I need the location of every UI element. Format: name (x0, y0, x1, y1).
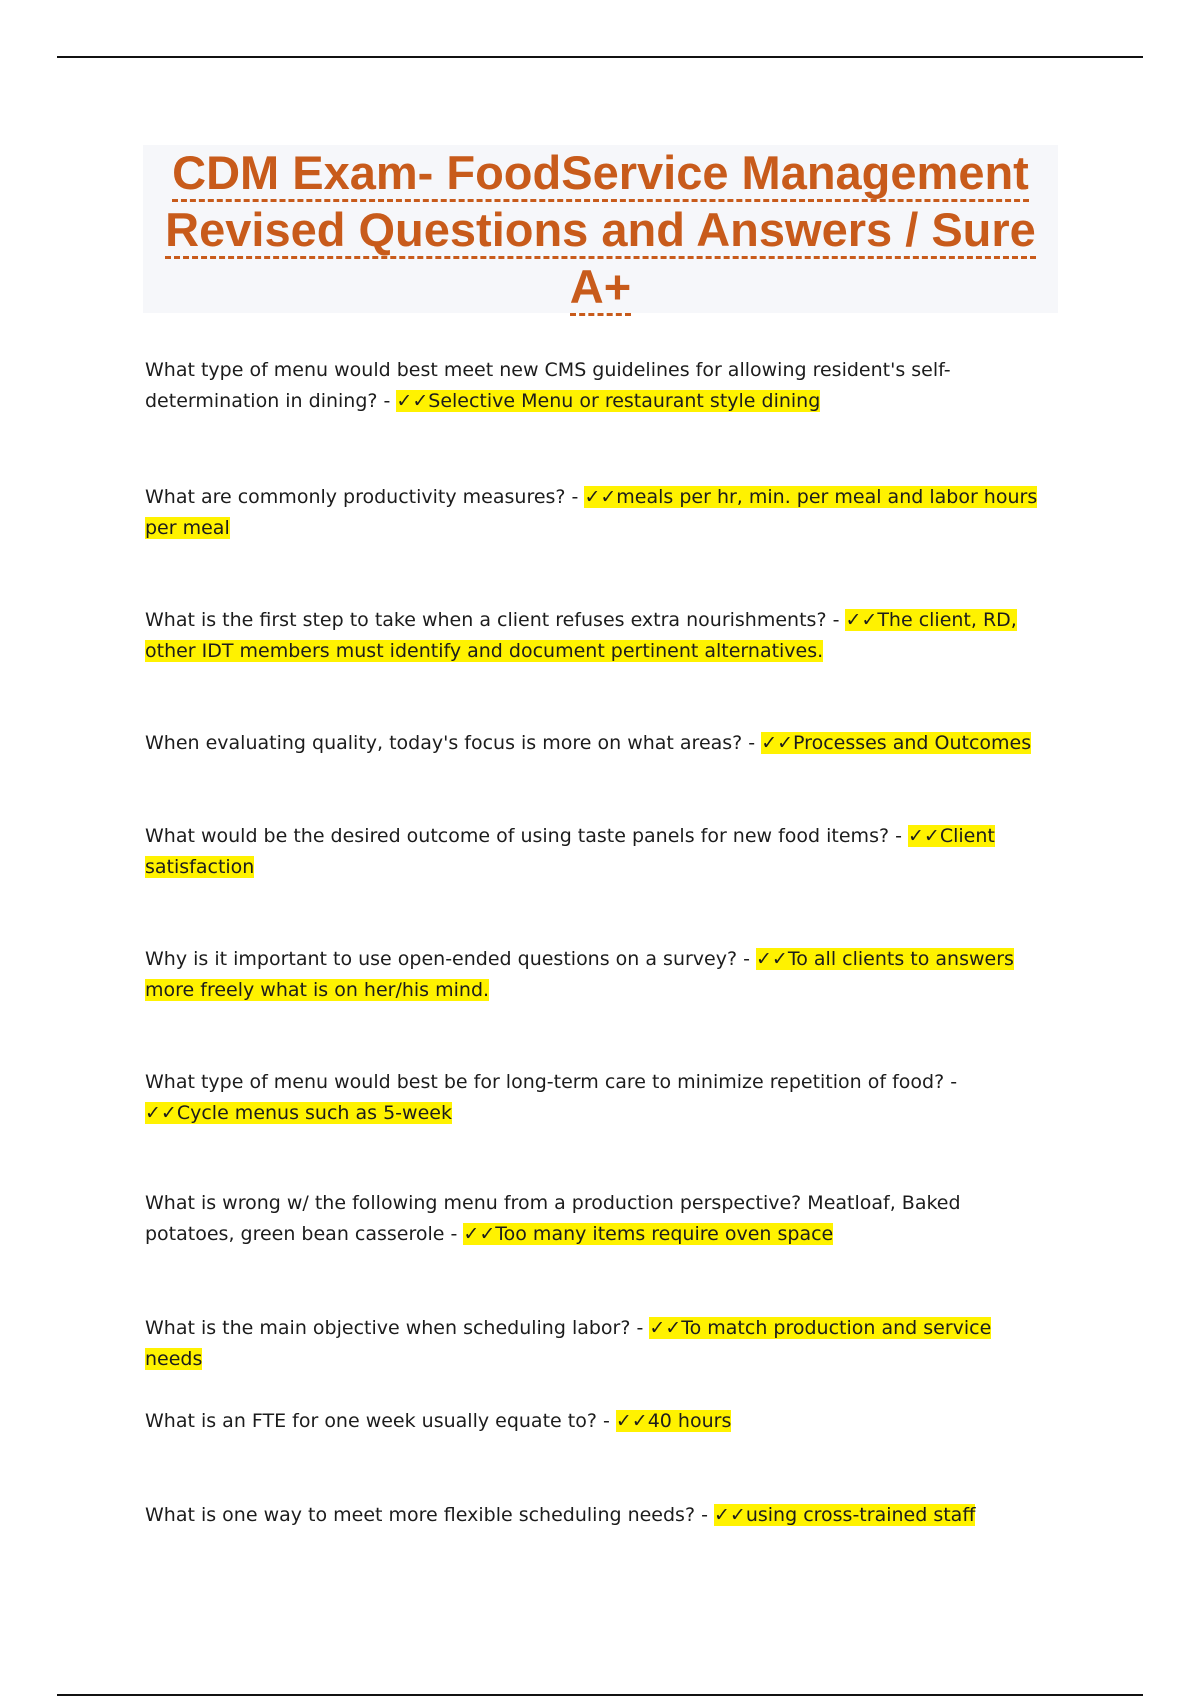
question-separator: - (742, 732, 762, 754)
title-line-2: Revised Questions and Answers / Sure (165, 203, 1036, 259)
bottom-rule (57, 1694, 1143, 1696)
qa-item-1 (145, 355, 1045, 417)
check-icon: ✓✓ (615, 1410, 648, 1432)
question-text: What type of menu would best be for long-term care to minimize repetition of food? (145, 1071, 945, 1093)
question-text: What would be the desired outcome of using taste panels for new food items? (145, 825, 890, 847)
qa-item-8 (145, 1188, 1045, 1250)
check-icon: ✓✓ (756, 948, 788, 970)
answer-text: The client, RD, other IDT members must identify and document pertinent alternatives. (145, 609, 1017, 662)
qa-item-4 (145, 728, 1045, 759)
qa-item-3 (145, 605, 1045, 667)
check-icon: ✓✓ (584, 486, 617, 508)
title-line-3: A+ (570, 260, 631, 316)
check-icon: ✓✓ (908, 825, 940, 847)
answer-text: 40 hours (647, 1410, 732, 1432)
qa-item-9 (145, 1313, 1045, 1375)
question-separator: - (630, 1317, 650, 1339)
check-icon: ✓✓ (396, 390, 429, 412)
question-separator: - (944, 1071, 958, 1093)
question-text: What is wrong w/ the following menu from a production perspective? Meatloaf, Baked potatoes, green bean casserole (145, 1192, 961, 1245)
check-icon: ✓✓ (463, 1223, 496, 1245)
qa-item-2 (145, 482, 1045, 544)
qa-item-6 (145, 944, 1045, 1006)
question-separator: - (695, 1504, 714, 1526)
answer-text: meals per hr, min. per meal and labor hours per meal (145, 486, 1038, 539)
title-line-1: CDM Exam- FoodService Management (172, 146, 1029, 202)
answer-text: Client satisfaction (145, 825, 995, 878)
question-text: What are commonly productivity measures? (145, 486, 566, 508)
question-separator: - (826, 609, 846, 631)
qa-item-11 (145, 1500, 1045, 1531)
qa-item-10 (145, 1406, 1045, 1437)
question-text: What is an FTE for one week usually equate to? (145, 1410, 597, 1432)
question-separator: - (889, 825, 908, 847)
check-icon: ✓✓ (761, 732, 794, 754)
answer-text: Selective Menu or restaurant style dining (428, 390, 821, 412)
answer-highlight (145, 1102, 452, 1124)
answer-highlight (616, 1410, 731, 1432)
question-separator: - (565, 486, 585, 508)
check-icon: ✓✓ (649, 1317, 682, 1339)
answer-highlight (761, 732, 1031, 754)
answer-text: To match production and service needs (145, 1317, 992, 1370)
question-separator: - (377, 390, 397, 412)
question-separator: - (444, 1223, 464, 1245)
check-icon: ✓✓ (845, 609, 878, 631)
document-title (143, 145, 1058, 313)
question-text: What is the main objective when scheduling labor? (145, 1317, 631, 1339)
question-text: Why is it important to use open-ended questions on a survey? (145, 948, 738, 970)
answer-highlight (396, 390, 820, 412)
answer-text: using cross-trained staff (745, 1504, 976, 1526)
qa-item-5 (145, 821, 1045, 883)
check-icon: ✓✓ (713, 1504, 746, 1526)
qa-item-7 (145, 1067, 1045, 1129)
top-rule (57, 56, 1143, 58)
question-text: When evaluating quality, today's focus is more on what areas? (145, 732, 743, 754)
question-separator: - (596, 1410, 616, 1432)
question-text: What is the first step to take when a client refuses extra nourishments? (145, 609, 827, 631)
question-text: What is one way to meet more flexible scheduling needs? (145, 1504, 696, 1526)
answer-highlight (714, 1504, 975, 1526)
question-separator: - (737, 948, 757, 970)
question-text: What type of menu would best meet new CMS guidelines for allowing resident's self-determination in dining? (145, 359, 951, 412)
answer-text: Too many items require oven space (495, 1223, 834, 1245)
answer-text: To all clients to answers more freely what is on her/his mind. (145, 948, 1014, 1001)
answer-text: Cycle menus such as 5-week (176, 1102, 452, 1124)
answer-highlight (463, 1223, 833, 1245)
check-icon: ✓✓ (145, 1102, 177, 1124)
answer-text: Processes and Outcomes (793, 732, 1032, 754)
